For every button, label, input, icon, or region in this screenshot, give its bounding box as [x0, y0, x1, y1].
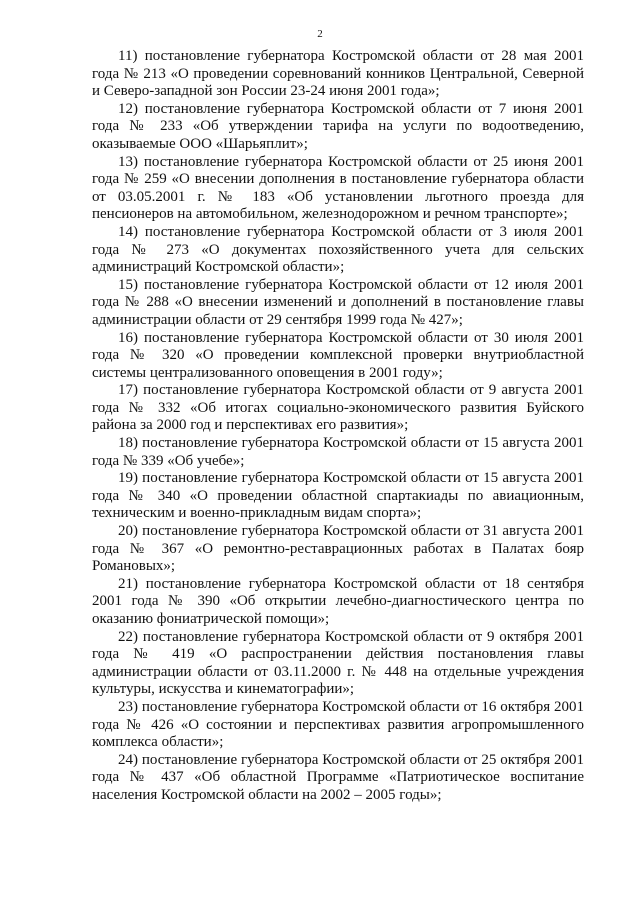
list-item: 23) постановление губернатора Костромской области от 16 октября 2001 года № 426 «О состоянии и перспективах развития агропромышленного комплекса области»; [92, 698, 584, 751]
list-item: 21) постановление губернатора Костромской области от 18 сентября 2001 года № 390 «Об открытии лечебно-диагностического центра по оказанию фониатрической помощи»; [92, 575, 584, 627]
page-number: 2 [317, 28, 323, 40]
list-item: 18) постановление губернатора Костромской области от 15 августа 2001 года № 339 «Об учебе»; [92, 435, 584, 469]
list-item: 14) постановление губернатора Костромской области от 3 июля 2001 года № 273 «О документах похозяйственного учета для сельских администраций Костромской области»; [92, 223, 584, 276]
list-item: 19) постановление губернатора Костромской области от 15 августа 2001 года № 340 «О проведении областной спартакиады по авиационным, техническим и военно-прикладным видам спорта»; [92, 470, 584, 522]
list-item: 24) постановление губернатора Костромской области от 25 октября 2001 года № 437 «Об областной Программе «Патриотическое воспитание населения Костромской области на 2002 – 2005 годы»; [92, 751, 584, 803]
list-item: 15) постановление губернатора Костромской области от 12 июля 2001 года № 288 «О внесении изменений и дополнений в постановление главы администрации области от 29 сентября 1999 года № 427»; [92, 276, 584, 328]
list-item: 20) постановление губернатора Костромской области от 31 августа 2001 года № 367 «О ремонтно-реставрационных работах в Палатах бояр Романовых»; [92, 523, 584, 575]
list-item: 16) постановление губернатора Костромской области от 30 июля 2001 года № 320 «О проведении комплексной проверки внутриобластной системы централизованного оповещения в 2001 году»; [92, 329, 584, 381]
list-item: 22) постановление губернатора Костромской области от 9 октября 2001 года № 419 «О распространении действия постановления главы администрации области от 03.11.2000 г. № 448 на отдельные учреждения культуры, искусства и кинематографии»; [92, 628, 584, 698]
list-item: 13) постановление губернатора Костромской области от 25 июня 2001 года № 259 «О внесении дополнения в постановление губернатора области от 03.05.2001 г. № 183 «Об установлении льготного проезда для пенсионеров на автомобильном, железнодорожном и речном транспорте»; [92, 153, 584, 223]
list-item: 11) постановление губернатора Костромской области от 28 мая 2001 года № 213 «О проведении соревнований конников Центральной, Северной и Северо-западной зон России 23-24 июня 2001 года»; [92, 48, 584, 100]
list-item: 17) постановление губернатора Костромской области от 9 августа 2001 года № 332 «Об итогах социально-экономического развития Буйского района за 2000 год и перспективах его развития»; [92, 382, 584, 434]
document-body [92, 48, 584, 805]
list-item: 12) постановление губернатора Костромской области от 7 июня 2001 года № 233 «Об утверждении тарифа на услуги по водоотведению, оказываемые ООО «Шарьяплит»; [92, 100, 584, 152]
